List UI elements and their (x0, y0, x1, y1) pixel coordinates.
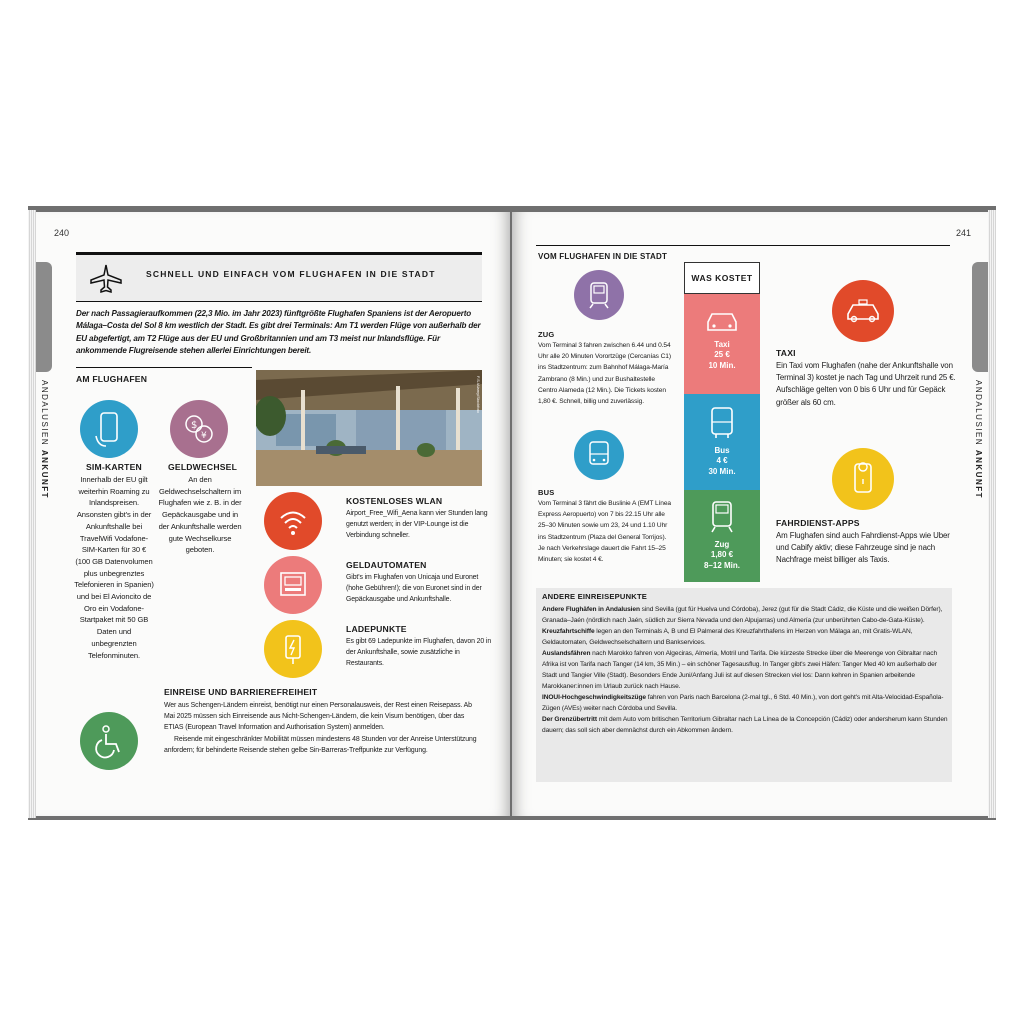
cost-zug (684, 490, 760, 582)
lade-heading: LADEPUNKTE (346, 624, 407, 634)
cost-price: 4 € (716, 456, 728, 465)
side-tab (972, 262, 988, 372)
cost-heading: WAS KOSTET (684, 262, 760, 294)
wheelchair-icon (80, 712, 138, 770)
right-page (512, 212, 988, 816)
smartphone-icon (80, 400, 138, 458)
taxi-heading: TAXI (776, 348, 796, 358)
cost-name: Taxi (714, 339, 730, 349)
bus-icon (702, 402, 742, 442)
page-edges-left (28, 210, 36, 818)
andere-p5: Der Grenzübertritt mit dem Auto vom britischen Territorium Gibraltar nach La Línea de la Concepción (Cádiz) oder andersherum kann Stunden dauern; das soll sich aber demnächst durch ein Abkommen ändern. (542, 716, 948, 734)
apps-heading: FAHRDIENST-APPS (776, 518, 860, 528)
page-edges-right (988, 210, 996, 818)
sim-text: Innerhalb der EU gilt weiterhin Roaming zu Inlandspreisen. Ansonsten gibt's in der Ankunftshalle bei TravelWifi Vodafone-SIM-Karten für 30 € (100 GB Datenvolumen plus unbegrenztes Telefonieren in Spanien) und bei El Avioncito de Oro ein Vodafone-Startpaket mit 50 GB Daten und unbegrenzten Telefonminuten. (74, 475, 154, 660)
wlan-heading: KOSTENLOSES WLAN (346, 496, 443, 506)
andere-p4: INOUI-Hochgeschwindigkeitszüge fahren von Paris nach Barcelona (2-mal tgl., 6 Std. 40 Min.), von dort geht's mit Alta-Velocidad-Española-Zügen (AVEs) weiter nach Córdoba und Sevilla. (542, 694, 944, 712)
geld-heading: GELDWECHSEL (168, 462, 238, 472)
section-heading: VOM FLUGHAFEN IN DIE STADT (538, 252, 668, 261)
side-tab (36, 262, 52, 372)
title-box (76, 252, 482, 302)
cost-name: Zug (714, 539, 730, 549)
andere-p3: Auslandsfähren nach Marokko fahren von Algeciras, Almería, Motril und Tarifa. Die kürzeste Strecke über die Meerenge von Gibraltar nach Afrika ist von Tarifa nach Tanger (14 km, 35 Min.) – ein schöner Tagesausflug. In Tanger gibt's zwei Häfen: Tanger Med 40 km außerhalb der Stadt und Tangier Ville (Stadt). Besonders Ende Juni/Anfang Juli ist auf diesen Strecken viel los: Dann kehren in Spanien arbeitende Marokkaner:innen im Urlaub zurück nach Hause. (542, 650, 938, 690)
wlan-text: Airport_Free_Wifi_Aena kann vier Stunden lang genutzt werden; in der VIP-Lounge ist die Verbindung schneller. (346, 510, 488, 540)
bus-heading: BUS (538, 488, 555, 497)
photo-credit: F.S./Alamy/Stockfoto (476, 376, 481, 413)
cost-time: 8–12 Min. (703, 560, 740, 570)
cost-price: 1,80 € (710, 550, 734, 559)
side-tab-label: ANDALUSIEN ANKUNFT (974, 380, 983, 500)
bus-text: Vom Terminal 3 fährt die Buslinie A (EMT Línea Express Aeropuerto) von 7 bis 22.15 Uhr alle 25–30 Minuten sowie um 23, 24 und 1.10 Uhr ins Stadtzentrum (Plaza del General Torrijos). Je nach Verkehrslage dauert die Fahrt 15–25 Minuten; sie kostet 4 €. (538, 500, 671, 564)
left-page (36, 212, 510, 816)
zug-text: Vom Terminal 3 fahren zwischen 6.44 und 0.54 Uhr alle 20 Minuten Vorortzüge (Cercanías C1) ins Stadtzentrum: zum Bahnhof Málaga-María Zambrano (8 Min.) und zur Bushaltestelle Centro Alameda (12 Min.). Die Tickets kosten 1,80 €. Schnell, billig und zuverlässig. (538, 342, 671, 406)
einreise-text: Wer aus Schengen-Ländern einreist, benötigt nur einen Personalausweis, der Rest einen Reisepass. Ab Mai 2025 müssen sich Einreisende aus Nicht-Schengen-Ländern, die kein Visum benötigen, über das ETIAS (European Travel Information and Authorisation System) anmelden. Reisende mit eingeschränkter Mobilität müssen mindestens 48 Stunden vor der Anreise Unterstützung anfordern; für behinderte Reisende stehen gelbe Sin-Barreras-Treffpunkte zur Verfügung. (164, 702, 477, 754)
divider (76, 367, 252, 368)
geld-text: An den Geldwechselschaltern im Flughafen wie z. B. in der Gepäckausgabe und in der Ankunftshalle werden gute Wechselkurse geboten. (158, 475, 242, 555)
atm-heading: GELDAUTOMATEN (346, 560, 427, 570)
page-number: 240 (54, 228, 70, 238)
andere-p1: Andere Flughäfen in Andalusien sind Sevilla (gut für Huelva und Córdoba), Jerez (gut für die Stadt Cádiz, die Küste und die weißen Dörfer), Granada–Jaén (nördlich nach Jaén, südlich zur Sierra Nevada und den Alpujarras) und Almería (zur unberührten Cabo-de-Gata-Küste). (542, 606, 943, 624)
wifi-icon (264, 492, 322, 550)
side-tab-label: ANDALUSIEN ANKUNFT (40, 380, 49, 500)
taxi-icon (832, 280, 894, 342)
svg-text:¥: ¥ (201, 431, 207, 441)
airplane-icon (88, 263, 124, 293)
einreise-heading: EINREISE UND BARRIEREFREIHEIT (164, 687, 318, 697)
cost-bus (684, 394, 760, 490)
cost-name: Bus (714, 445, 730, 455)
atm-text: Gibt's im Flughafen von Unicaja und Euronet (hohe Gebühren!); die von Euronet sind in der Gepäckausgabe und Ankunftshalle. (346, 574, 482, 604)
taxi-icon (702, 306, 742, 336)
intro-text: Der nach Passagieraufkommen (22,3 Mio. im Jahr 2023) fünftgrößte Flughafen Spaniens ist der Aeropuerto Málaga–Costa del Sol 8 km westlich der Stadt. Es gibt drei Terminals: Am T1 werden Flüge von außerhalb der EU abgefertigt, am T2 Flüge aus der EU und Großbritannien und am T3 meist nur Inlandsflüge. Für ankommende Flugreisende stehen allerlei Einrichtungen bereit. (76, 309, 481, 356)
location-pin-icon (832, 448, 894, 510)
train-icon (702, 496, 742, 536)
section-heading: AM FLUGHAFEN (76, 374, 148, 384)
page-number: 241 (956, 228, 972, 238)
currency-exchange-icon (170, 400, 228, 458)
cost-time: 30 Min. (708, 466, 736, 476)
andere-text (542, 604, 948, 736)
cost-taxi (684, 294, 760, 394)
andere-einreisepunkte-box (536, 588, 952, 782)
charging-icon (264, 620, 322, 678)
train-icon (574, 270, 624, 320)
sim-heading: SIM-KARTEN (86, 462, 142, 472)
cost-time: 10 Min. (708, 360, 736, 370)
lade-text: Es gibt 69 Ladepunkte im Flughafen, davon 20 in der Ankunftshalle, sowie zusätzliche in Restaurants. (346, 638, 492, 668)
atm-icon (264, 556, 322, 614)
svg-text:$: $ (191, 420, 198, 431)
apps-text: Am Flughafen sind auch Fahrdienst-Apps wie Uber und Cabify aktiv; diese Fahrzeuge sind je nach Nachfrage meist billiger als Taxis. (776, 531, 950, 565)
top-rule (536, 245, 950, 246)
cost-column (684, 262, 760, 582)
airport-photo (256, 370, 482, 486)
cost-price: 25 € (714, 350, 730, 359)
bus-icon (574, 430, 624, 480)
taxi-text: Ein Taxi vom Flughafen (nahe der Ankunftshalle von Terminal 3) kostet je nach Tag und Uhrzeit rund 25 €. Aufschläge gelten von 0 bis 6 Uhr und für Gepäck größer als 60 cm. (776, 361, 956, 407)
zug-heading: ZUG (538, 330, 555, 339)
andere-p2: Kreuzfahrtschiffe legen an den Terminals A, B und El Palmeral des Kreuzfahrthafens im Herzen von Málaga an, mit Gratis-WLAN, Geldautomaten, Geldwechselschaltern und Bankservices. (542, 628, 913, 646)
andere-heading: ANDERE EINREISEPUNKTE (542, 592, 648, 601)
page-title: SCHNELL UND EINFACH VOM FLUGHAFEN IN DIE STADT (146, 269, 436, 279)
